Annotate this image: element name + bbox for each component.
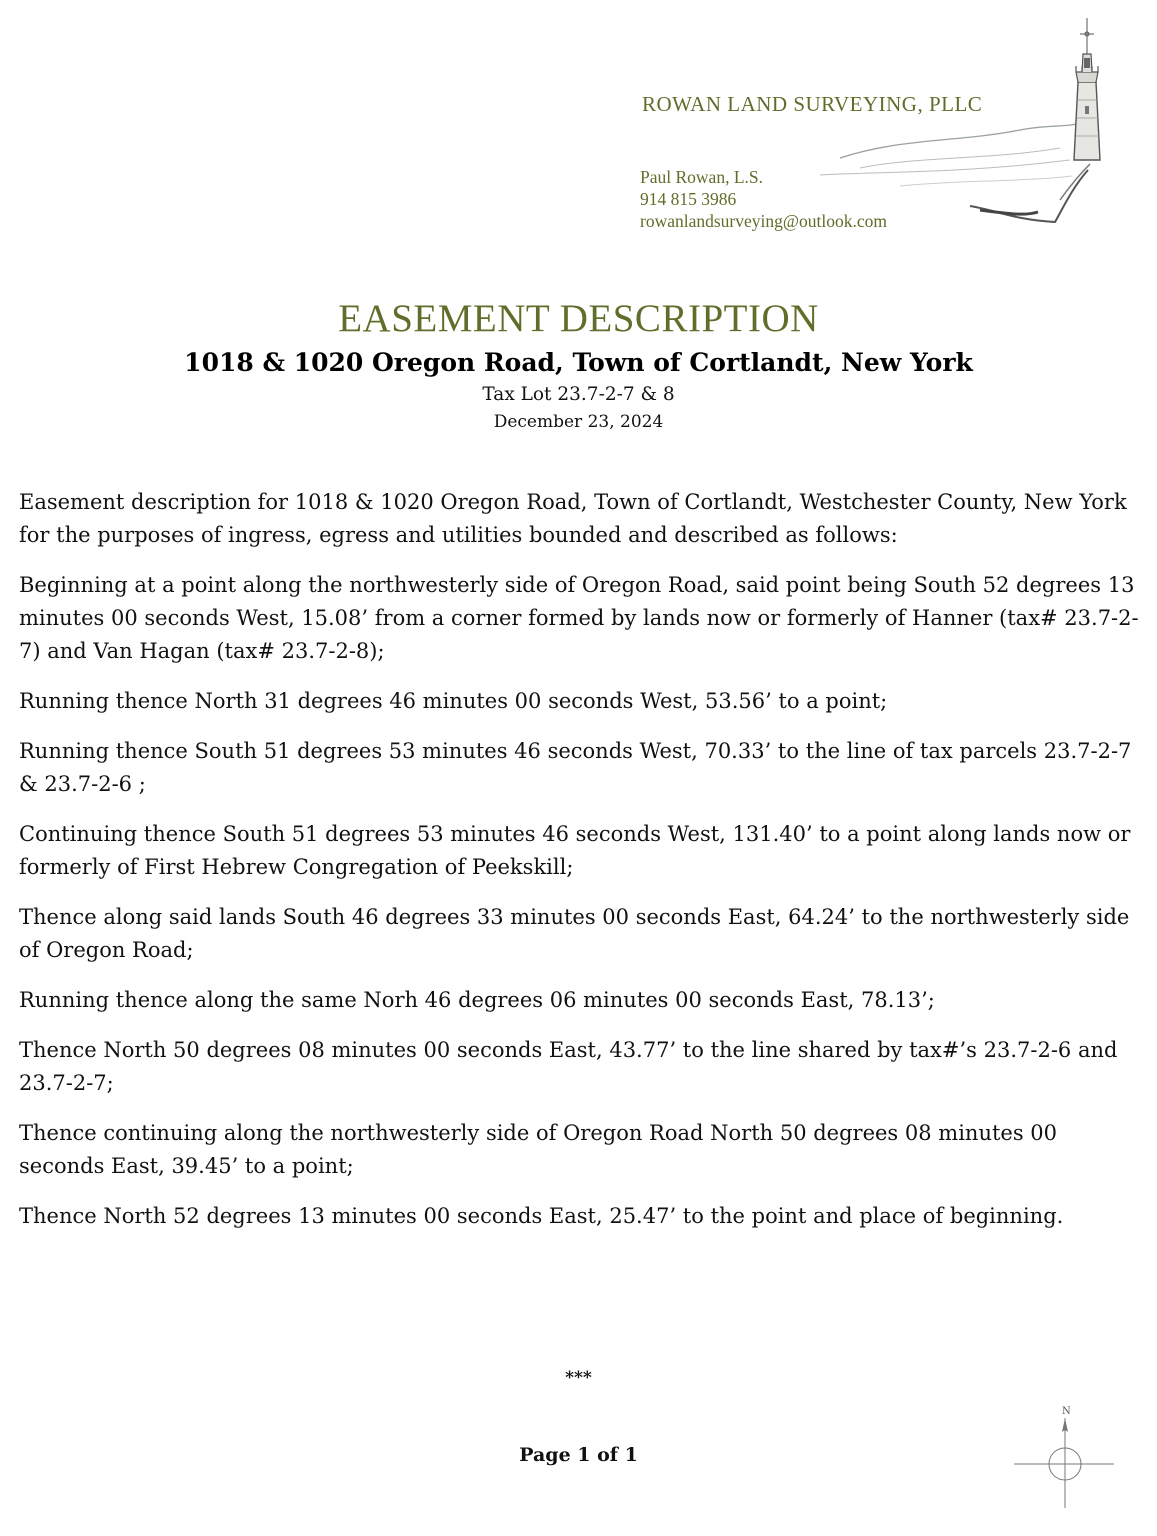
tax-lot-line: Tax Lot 23.7-2-7 & 8 [482, 384, 675, 405]
easement-description-body [19, 486, 1147, 1250]
paragraph-course: Running thence along the same Norh 46 degrees 06 minutes 00 seconds East, 78.13’; [19, 988, 935, 1012]
paragraph-course: Running thence North 31 degrees 46 minutes 00 seconds West, 53.56’ to a point; [19, 689, 888, 713]
paragraph-closing: Thence North 52 degrees 13 minutes 00 seconds East, 25.47’ to the point and place of beginning. [19, 1204, 1064, 1228]
company-name: ROWAN LAND SURVEYING, PLLC [642, 92, 983, 116]
contact-email: rowanlandsurveying@outlook.com [640, 211, 887, 231]
end-mark: *** [565, 1368, 592, 1388]
paragraph-course: Thence continuing along the northwesterly side of Oregon Road North 50 degrees 08 minutes 00 seconds East, 39.45’ to a point; [19, 1121, 1058, 1178]
compass-rose-icon [1010, 1402, 1120, 1512]
contact-name: Paul Rowan, L.S. [640, 167, 763, 187]
compass-north-label: N [1062, 1406, 1071, 1417]
contact-phone: 914 815 3986 [640, 189, 737, 209]
letterhead [0, 0, 1157, 260]
lighthouse-logo-icon [820, 10, 1120, 245]
paragraph-beginning: Beginning at a point along the northwesterly side of Oregon Road, said point being South 52 degrees 13 minutes 00 seconds West, 15.08’ from a corner formed by lands now or formerly of Hanner (tax# 23.7-2-7) and Van Hagan (tax# 23.7-2-8); [19, 573, 1139, 663]
paragraph-course: Running thence South 51 degrees 53 minutes 46 seconds West, 70.33’ to the line of tax parcels 23.7-2-7 & 23.7-2-6 ; [19, 739, 1132, 796]
page-number: Page 1 of 1 [519, 1444, 638, 1466]
paragraph-course: Thence along said lands South 46 degrees 33 minutes 00 seconds East, 64.24’ to the northwesterly side of Oregon Road; [19, 905, 1130, 962]
paragraph-intro: Easement description for 1018 & 1020 Oregon Road, Town of Cortlandt, Westchester County, New York for the purposes of ingress, egress and utilities bounded and described as follows: [19, 490, 1127, 547]
document-title: EASEMENT DESCRIPTION [338, 297, 819, 340]
paragraph-course: Thence North 50 degrees 08 minutes 00 seconds East, 43.77’ to the line shared by tax#’s 23.7-2-6 and 23.7-2-7; [19, 1038, 1118, 1095]
document-date: December 23, 2024 [493, 412, 664, 432]
paragraph-course: Continuing thence South 51 degrees 53 minutes 46 seconds West, 131.40’ to a point along lands now or formerly of First Hebrew Congregation of Peekskill; [19, 822, 1131, 879]
property-address-heading: 1018 & 1020 Oregon Road, Town of Cortlandt, New York [184, 348, 973, 377]
